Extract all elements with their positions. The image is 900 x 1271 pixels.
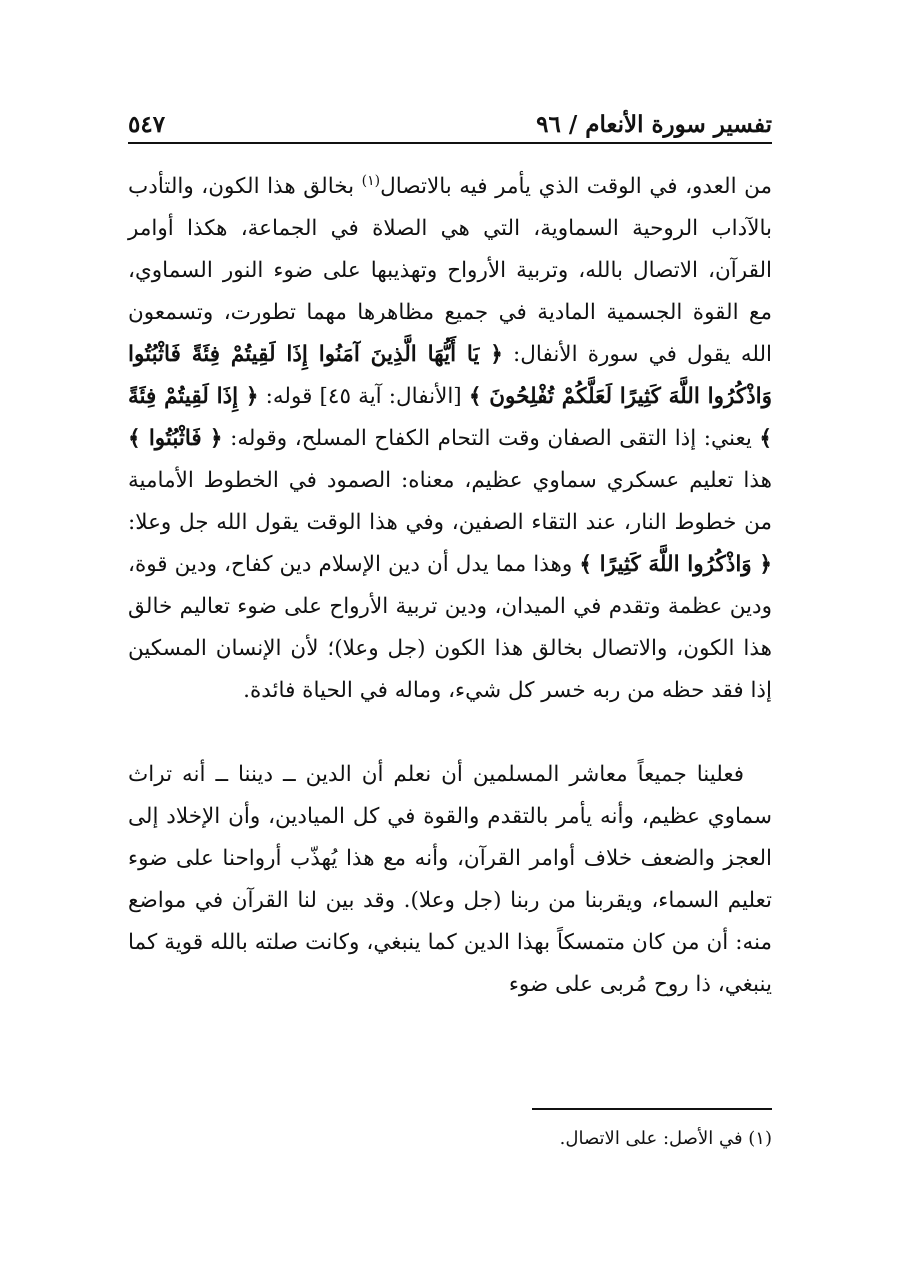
body-text: [128, 166, 772, 1006]
p1-text-c: [الأنفال: آية ٤٥] قوله:: [258, 384, 469, 409]
footnote: (١) في الأصل: على الاتصال.: [559, 1128, 772, 1149]
footnote-marker: (١): [361, 172, 381, 189]
quran-verse-1: ﴿ يَا أَيُّهَا الَّذِينَ آمَنُوا إِذَا لَقِيتُمْ فِئَةً فَاثْبُتُوا وَاذْكُرُوا اللَّهَ كَثِيرًا لَعَلَّكُمْ تُفْلِحُونَ ﴾: [128, 342, 772, 409]
p1-text-b: بخالق هذا الكون، والتأدب بالآداب الروحية السماوية، التي هي الصلاة في الجماعة، هكذا أوامر القرآن، الاتصال بالله، وتربية الأرواح وتهذيبها على ضوء النور السماوي، مع القوة الجسمية المادية في جميع مظاهرها مهما تطورت، وتسمعون الله يقول في سورة الأنفال:: [128, 174, 772, 367]
running-title: تفسير سورة الأنعام / ٩٦: [536, 111, 772, 138]
p1-text-e: هذا تعليم عسكري سماوي عظيم، معناه: الصمود في الخطوط الأمامية من خطوط النار، عند التقاء الصفين، وفي هذا الوقت يقول الله جل وعلا:: [128, 468, 772, 535]
quran-verse-2: ﴿ إِذَا لَقِيتُمْ فِئَةً ﴾: [128, 384, 772, 451]
paragraph-1: [128, 166, 772, 712]
p1-text-d: يعني: إذا التقى الصفان وقت التحام الكفاح المسلح، وقوله:: [222, 426, 760, 451]
quran-verse-4: ﴿ وَاذْكُرُوا اللَّهَ كَثِيرًا ﴾: [579, 552, 772, 577]
footnote-rule: [532, 1108, 772, 1110]
running-head: [128, 98, 772, 138]
p1-text-a: من العدو، في الوقت الذي يأمر فيه بالاتصال: [380, 174, 772, 199]
quran-verse-3: ﴿ فَاثْبُتُوا ﴾: [128, 426, 223, 451]
p1-text-f: وهذا مما يدل أن دين الإسلام دين كفاح، ودين قوة، ودين عظمة وتقدم في الميدان، ودين تربية الأرواح على ضوء تعاليم خالق هذا الكون، والاتصال بخالق هذا الكون (جل وعلا)؛ لأن الإنسان المسكين إذا فقد حظه من ربه خسر كل شيء، وماله في الحياة فائدة.: [128, 552, 772, 703]
header-rule: [128, 142, 772, 144]
page-number: ٥٤٧: [128, 111, 166, 138]
paragraph-2: فعلينا جميعاً معاشر المسلمين أن نعلم أن الدين ــ ديننا ــ أنه تراث سماوي عظيم، وأنه يأمر بالتقدم والقوة في كل الميادين، وأن الإخلاد إلى العجز والضعف خلاف أوامر القرآن، وأنه مع هذا يُهذّب أرواحنا على ضوء تعليم السماء، ويقربنا من ربنا (جل وعلا). وقد بين لنا القرآن في مواضع منه: أن من كان متمسكاً بهذا الدين كما ينبغي، وكانت صلته بالله قوية كما ينبغي، ذا روح مُربى على ضوء: [128, 762, 772, 997]
